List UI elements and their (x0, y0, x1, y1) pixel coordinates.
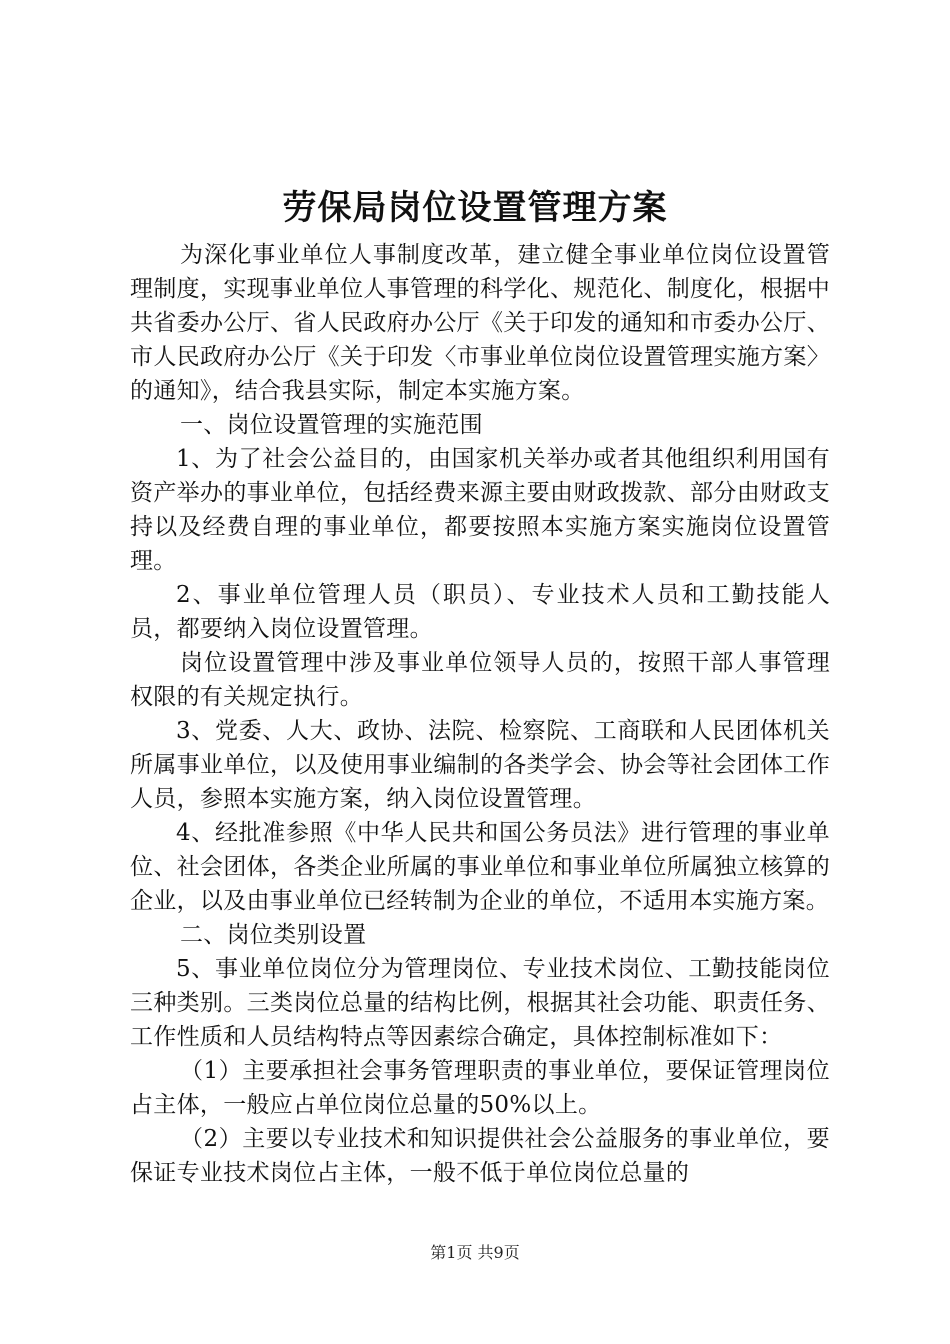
clause-2: 2、事业单位管理人员（职员）、专业技术人员和工勤技能人员，都要纳入岗位设置管理。 (130, 582, 830, 642)
clause-1: 1、为了社会公益目的，由国家机关举办或者其他组织利用国有资产举办的事业单位，包括经费来源主要由财政拨款、部分由财政支持以及经费自理的事业单位，都要按照本实施方案实施岗位设置管理。 (130, 446, 830, 574)
clause-5: 5、事业单位岗位分为管理岗位、专业技术岗位、工勤技能岗位三种类别。三类岗位总量的结构比例，根据其社会功能、职责任务、工作性质和人员结构特点等因素综合确定，具体控制标准如下： (130, 956, 830, 1050)
clause-2-note: 岗位设置管理中涉及事业单位领导人员的，按照干部人事管理权限的有关规定执行。 (130, 650, 830, 710)
page-number-footer: 第1页 共9页 (430, 1243, 520, 1262)
clause-5-item-1: （1）主要承担社会事务管理职责的事业单位，要保证管理岗位占主体，一般应占单位岗位总量的50%以上。 (130, 1058, 830, 1118)
clause-5-item-2: （2）主要以专业技术和知识提供社会公益服务的事业单位，要保证专业技术岗位占主体，一般不低于单位岗位总量的 (130, 1126, 830, 1186)
section-heading-scope: 一、岗位设置管理的实施范围 (180, 412, 483, 438)
clause-4: 4、经批准参照《中华人民共和国公务员法》进行管理的事业单位、社会团体，各类企业所属的事业单位和事业单位所属独立核算的企业，以及由事业单位已经转制为企业的单位，不适用本实施方案。 (130, 820, 830, 914)
document-body (130, 238, 830, 1190)
intro-paragraph: 为深化事业单位人事制度改革，建立健全事业单位岗位设置管理制度，实现事业单位人事管理的科学化、规范化、制度化，根据中共省委办公厅、省人民政府办公厅《关于印发的通知和市委办公厅、市人民政府办公厅《关于印发〈市事业单位岗位设置管理实施方案〉的通知》，结合我县实际，制定本实施方案。 (130, 242, 830, 404)
clause-3: 3、党委、人大、政协、法院、检察院、工商联和人民团体机关所属事业单位，以及使用事业编制的各类学会、协会等社会团体工作人员，参照本实施方案，纳入岗位设置管理。 (130, 718, 830, 812)
document-title: 劳保局岗位设置管理方案 (282, 188, 668, 228)
section-heading-categories: 二、岗位类别设置 (180, 922, 367, 948)
